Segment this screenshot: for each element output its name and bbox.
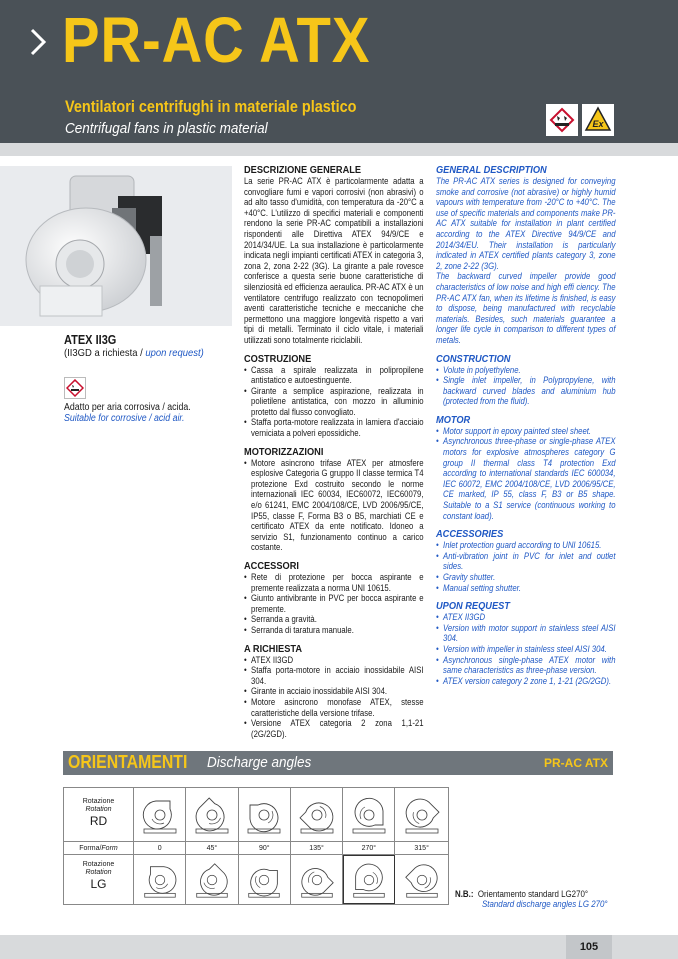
section-heading: ACCESSORIES bbox=[436, 528, 504, 541]
list-item: • Staffa porta-motore in acciaio inossidabile AISI 304. bbox=[244, 665, 424, 686]
orientation-subtitle: Discharge angles bbox=[207, 754, 312, 771]
table-row-lg bbox=[64, 855, 448, 904]
form-label-it: Forma/ bbox=[79, 844, 102, 852]
section-construction-it bbox=[244, 353, 424, 439]
fan-diagram-rd-315 bbox=[395, 788, 447, 841]
list-item: • Motore asincrono monofase ATEX, stesse caratteristiche della versione trifase. bbox=[244, 697, 424, 718]
section-heading: CONSTRUCTION bbox=[436, 352, 511, 365]
section-motor-it bbox=[244, 446, 424, 553]
svg-text:Ex: Ex bbox=[592, 119, 604, 129]
list-item: • Version with motor support in stainless steel AISI 304. bbox=[436, 623, 616, 644]
fan-diagram-lg-315 bbox=[395, 855, 447, 904]
rotation-label-en: Rotation bbox=[85, 869, 112, 876]
list-item: • Version with impeller in stainless steel AISI 304. bbox=[436, 644, 616, 655]
list-item: • Staffa porta-motore realizzata in lamiera d'acciaio verniciata a polveri epossidiche. bbox=[244, 417, 424, 438]
atex-ex-icon bbox=[582, 104, 614, 136]
header-stripe bbox=[0, 143, 678, 156]
certification-icons bbox=[546, 104, 614, 136]
list-item: • Motor support in epoxy painted steel sheet. bbox=[436, 426, 616, 437]
angle-label: 270° bbox=[343, 842, 395, 854]
section-description-en bbox=[436, 164, 616, 346]
list-item: • Rete di protezione per bocca aspirante e premente realizzata a norma UNI 10615. bbox=[244, 572, 424, 593]
note-text-it: Orientamento standard LG270° bbox=[477, 889, 589, 899]
section-on-request-it bbox=[244, 643, 424, 740]
fan-diagram-rd-270 bbox=[343, 788, 395, 841]
fan-diagram-lg-45 bbox=[186, 855, 238, 904]
list-item: • Single inlet impeller, in Polypropylene, with backward curved blades and aluminium hub (protected from the fluid). bbox=[436, 375, 616, 407]
section-heading: A RICHIESTA bbox=[244, 642, 303, 655]
discharge-angle-table bbox=[63, 787, 449, 905]
rotation-code-lg: LG bbox=[90, 877, 107, 891]
table-row-angles bbox=[64, 842, 448, 855]
list-item: • Inlet protection guard according to UNI 10615. bbox=[436, 540, 616, 551]
form-label-en: Form bbox=[101, 844, 118, 852]
note-label: N.B.: bbox=[455, 889, 474, 899]
angle-label: 315° bbox=[414, 844, 429, 852]
rotation-label-lg bbox=[64, 855, 134, 904]
corrosive-text-en: Suitable for corrosive / acid air. bbox=[64, 413, 185, 424]
list-item: • Motore asincrono trifase ATEX per atmosfere esplosive Categoria G gruppo II classe termica T4 protezione Exd costruito secondo le norme internazionali IEC 60034, IEC60072, IEC60079, e/o 61241, EMC 2004/108/CE, LVD 2006/95/CE, IP55, classe F, Forma B3 o B5, marchiati CE e certificato ATEX da ente notificato. Idoneo a servizio S1, funzionamento continuo a carico costante. bbox=[244, 458, 424, 553]
standard-note bbox=[455, 889, 588, 899]
section-description-it bbox=[244, 164, 424, 346]
section-heading: DESCRIZIONE GENERALE bbox=[244, 164, 362, 176]
fan-diagram-rd-45 bbox=[186, 788, 238, 841]
list-item: • Asynchronous three-phase or single-phase ATEX motors for explosive atmospheres category G group II thermal class T4 protection Exd according to international standards IEC 600034, IEC 60072, EMC 2004/108/CE, LVD 2006/95/CE, CE marked, IP 55, class F, B3 or B5 shape. Suitable to a S1 service (continuous working to constant load). bbox=[436, 436, 616, 521]
list-item: • Cassa a spirale realizzata in polipropilene antistatico e autoestinguente. bbox=[244, 365, 424, 386]
fan-diagram-rd-90 bbox=[239, 788, 291, 841]
section-accessories-it bbox=[244, 560, 424, 636]
atex-note-en: upon request) bbox=[145, 347, 204, 359]
list-item: • Serranda di taratura manuale. bbox=[244, 625, 424, 636]
section-heading: COSTRUZIONE bbox=[244, 352, 312, 365]
section-heading: UPON REQUEST bbox=[436, 600, 510, 613]
fan-diagram-rd-135 bbox=[291, 788, 343, 841]
section-heading: MOTOR bbox=[436, 413, 471, 426]
standard-note-en: Standard discharge angles LG 270° bbox=[482, 899, 608, 909]
rotation-code-rd: RD bbox=[89, 814, 108, 828]
list-item: • Girante in acciaio inossidabile AISI 304. bbox=[244, 686, 424, 697]
rotation-label-en: Rotation bbox=[85, 806, 112, 813]
page-number: 105 bbox=[566, 935, 612, 959]
list-item: • Manual setting shutter. bbox=[436, 583, 616, 594]
section-construction-en bbox=[436, 353, 616, 407]
page-title: PR-AC ATX bbox=[62, 4, 371, 76]
angle-label: 90° bbox=[239, 842, 291, 854]
subtitle-italian: Ventilatori centrifughi in materiale plastico bbox=[65, 97, 357, 116]
atex-note bbox=[64, 347, 204, 359]
list-item: • Volute in polyethylene. bbox=[436, 365, 616, 376]
list-item: • Anti-vibration joint in PVC for inlet and outlet sides. bbox=[436, 551, 616, 572]
fan-diagram-rd-0 bbox=[134, 788, 186, 841]
rotation-label-it: Rotazione bbox=[82, 861, 115, 868]
orientation-product-code: PR-AC ATX bbox=[544, 756, 608, 770]
english-column bbox=[436, 164, 616, 693]
list-item: • Versione ATEX categoria 2 zona 1,1-21 (2G/2GD). bbox=[244, 718, 424, 739]
list-item: • Gravity shutter. bbox=[436, 572, 616, 583]
table-row-rd bbox=[64, 788, 448, 842]
atex-note-it: (II3GD a richiesta / bbox=[64, 347, 146, 359]
subtitle-english: Centrifugal fans in plastic material bbox=[65, 120, 268, 137]
rotation-label-it: Rotazione bbox=[82, 798, 115, 805]
corrosive-text-it: Adatto per aria corrosiva / acida. bbox=[64, 402, 191, 413]
section-heading: GENERAL DESCRIPTION bbox=[436, 164, 547, 176]
chevron-icon bbox=[29, 26, 49, 58]
section-paragraph: La serie PR-AC ATX è particolarmente adatta a convogliare fumi e vapori corrosivi (non abrasivi) o ad alto tasso d'umidità, con temperatura da -20°C a +40°C. L'utilizzo di specifici materiali e componenti rendono la serie PR-AC compatibili a installazioni rispondenti alle Direttiva ATEX 94/9/CE e 2014/34/UE. La sua installazione è particolarmente indicata negli impianti certificati ATEX in categoria 3, zona 2, zona 2-22 (3G). La girante a pale rovesce conferisce a questa serie buone caratteristiche di silenziosità ed efficienza aeraulica. PR-AC ATX è un ventilatore centrifugo realizzato con tecnopolimeri aventi caratteristiche tecniche e meccaniche che permettono una maggiore longevità rispetto a vari tipi di metalli. Terminato il ciclo vitale, i materiali utilizzati sono totalmente riciclabili. bbox=[244, 176, 424, 345]
list-item: • Asynchronous single-phase ATEX motor with same characteristics as three-phase version. bbox=[436, 655, 616, 676]
rotation-label-rd bbox=[64, 788, 134, 841]
fan-diagram-lg-0 bbox=[134, 855, 186, 904]
section-paragraph: The backward curved impeller provide good characteristics of low noise and high effi ciency. The PR-AC ATX fan, when its lifetime is finished, is easy to dispose, being manufactured with recyclable materials. Besides, such materials guarantee a longer life cycle in comparison to different types of metals. bbox=[436, 271, 616, 345]
section-motor-en bbox=[436, 414, 616, 521]
fan-diagram-lg-90 bbox=[239, 855, 291, 904]
fan-diagram-lg-135 bbox=[291, 855, 343, 904]
product-photo bbox=[0, 166, 232, 326]
orientation-title: ORIENTAMENTI bbox=[68, 752, 188, 772]
list-item: • Serranda a gravità. bbox=[244, 614, 424, 625]
angle-label: 45° bbox=[186, 842, 238, 854]
list-item: • Girante a semplice aspirazione, realizzata in polietilene antistatica, con mozzo in alluminio protetto dal flusso convogliato. bbox=[244, 386, 424, 418]
list-item: • ATEX II3GD bbox=[244, 655, 424, 666]
list-item: • ATEX II3GD bbox=[436, 612, 616, 623]
orientation-bar bbox=[63, 751, 613, 775]
section-accessories-en bbox=[436, 528, 616, 593]
section-paragraph: The PR-AC ATX series is designed for conveying smoke and corrosive (not abrasive) or highly humid vapours with temperature from -20°C to +40°C. The use of specific materials and components make PR-AC ATX suitable for installation in plant certified according to the ATEX Directive 94/9/CE and 2014/34/EU. Their installation is particularly indicated in ATEX certified plants category 3, zone 2, zone 2-22 (3G). bbox=[436, 176, 616, 271]
atex-category: ATEX II3G bbox=[64, 333, 117, 347]
list-item: • Giunto antivibrante in PVC per bocca aspirante e premente. bbox=[244, 593, 424, 614]
form-label bbox=[64, 842, 134, 854]
centrifugal-fan-icon bbox=[0, 166, 232, 326]
section-upon-request-en bbox=[436, 600, 616, 686]
header-band bbox=[0, 0, 678, 143]
section-heading: ACCESSORI bbox=[244, 560, 299, 572]
italian-column bbox=[244, 164, 424, 746]
angle-label: 135° bbox=[291, 842, 343, 854]
fan-diagram-lg-270-standard bbox=[343, 855, 395, 904]
angle-label: 0 bbox=[134, 842, 186, 854]
list-item: • ATEX version category 2 zone 1, 1-21 (2G/2GD). bbox=[436, 676, 616, 687]
section-heading: MOTORIZZAZIONI bbox=[244, 445, 324, 458]
corrosive-air-icon bbox=[64, 377, 86, 399]
corrosive-hazard-icon bbox=[546, 104, 578, 136]
